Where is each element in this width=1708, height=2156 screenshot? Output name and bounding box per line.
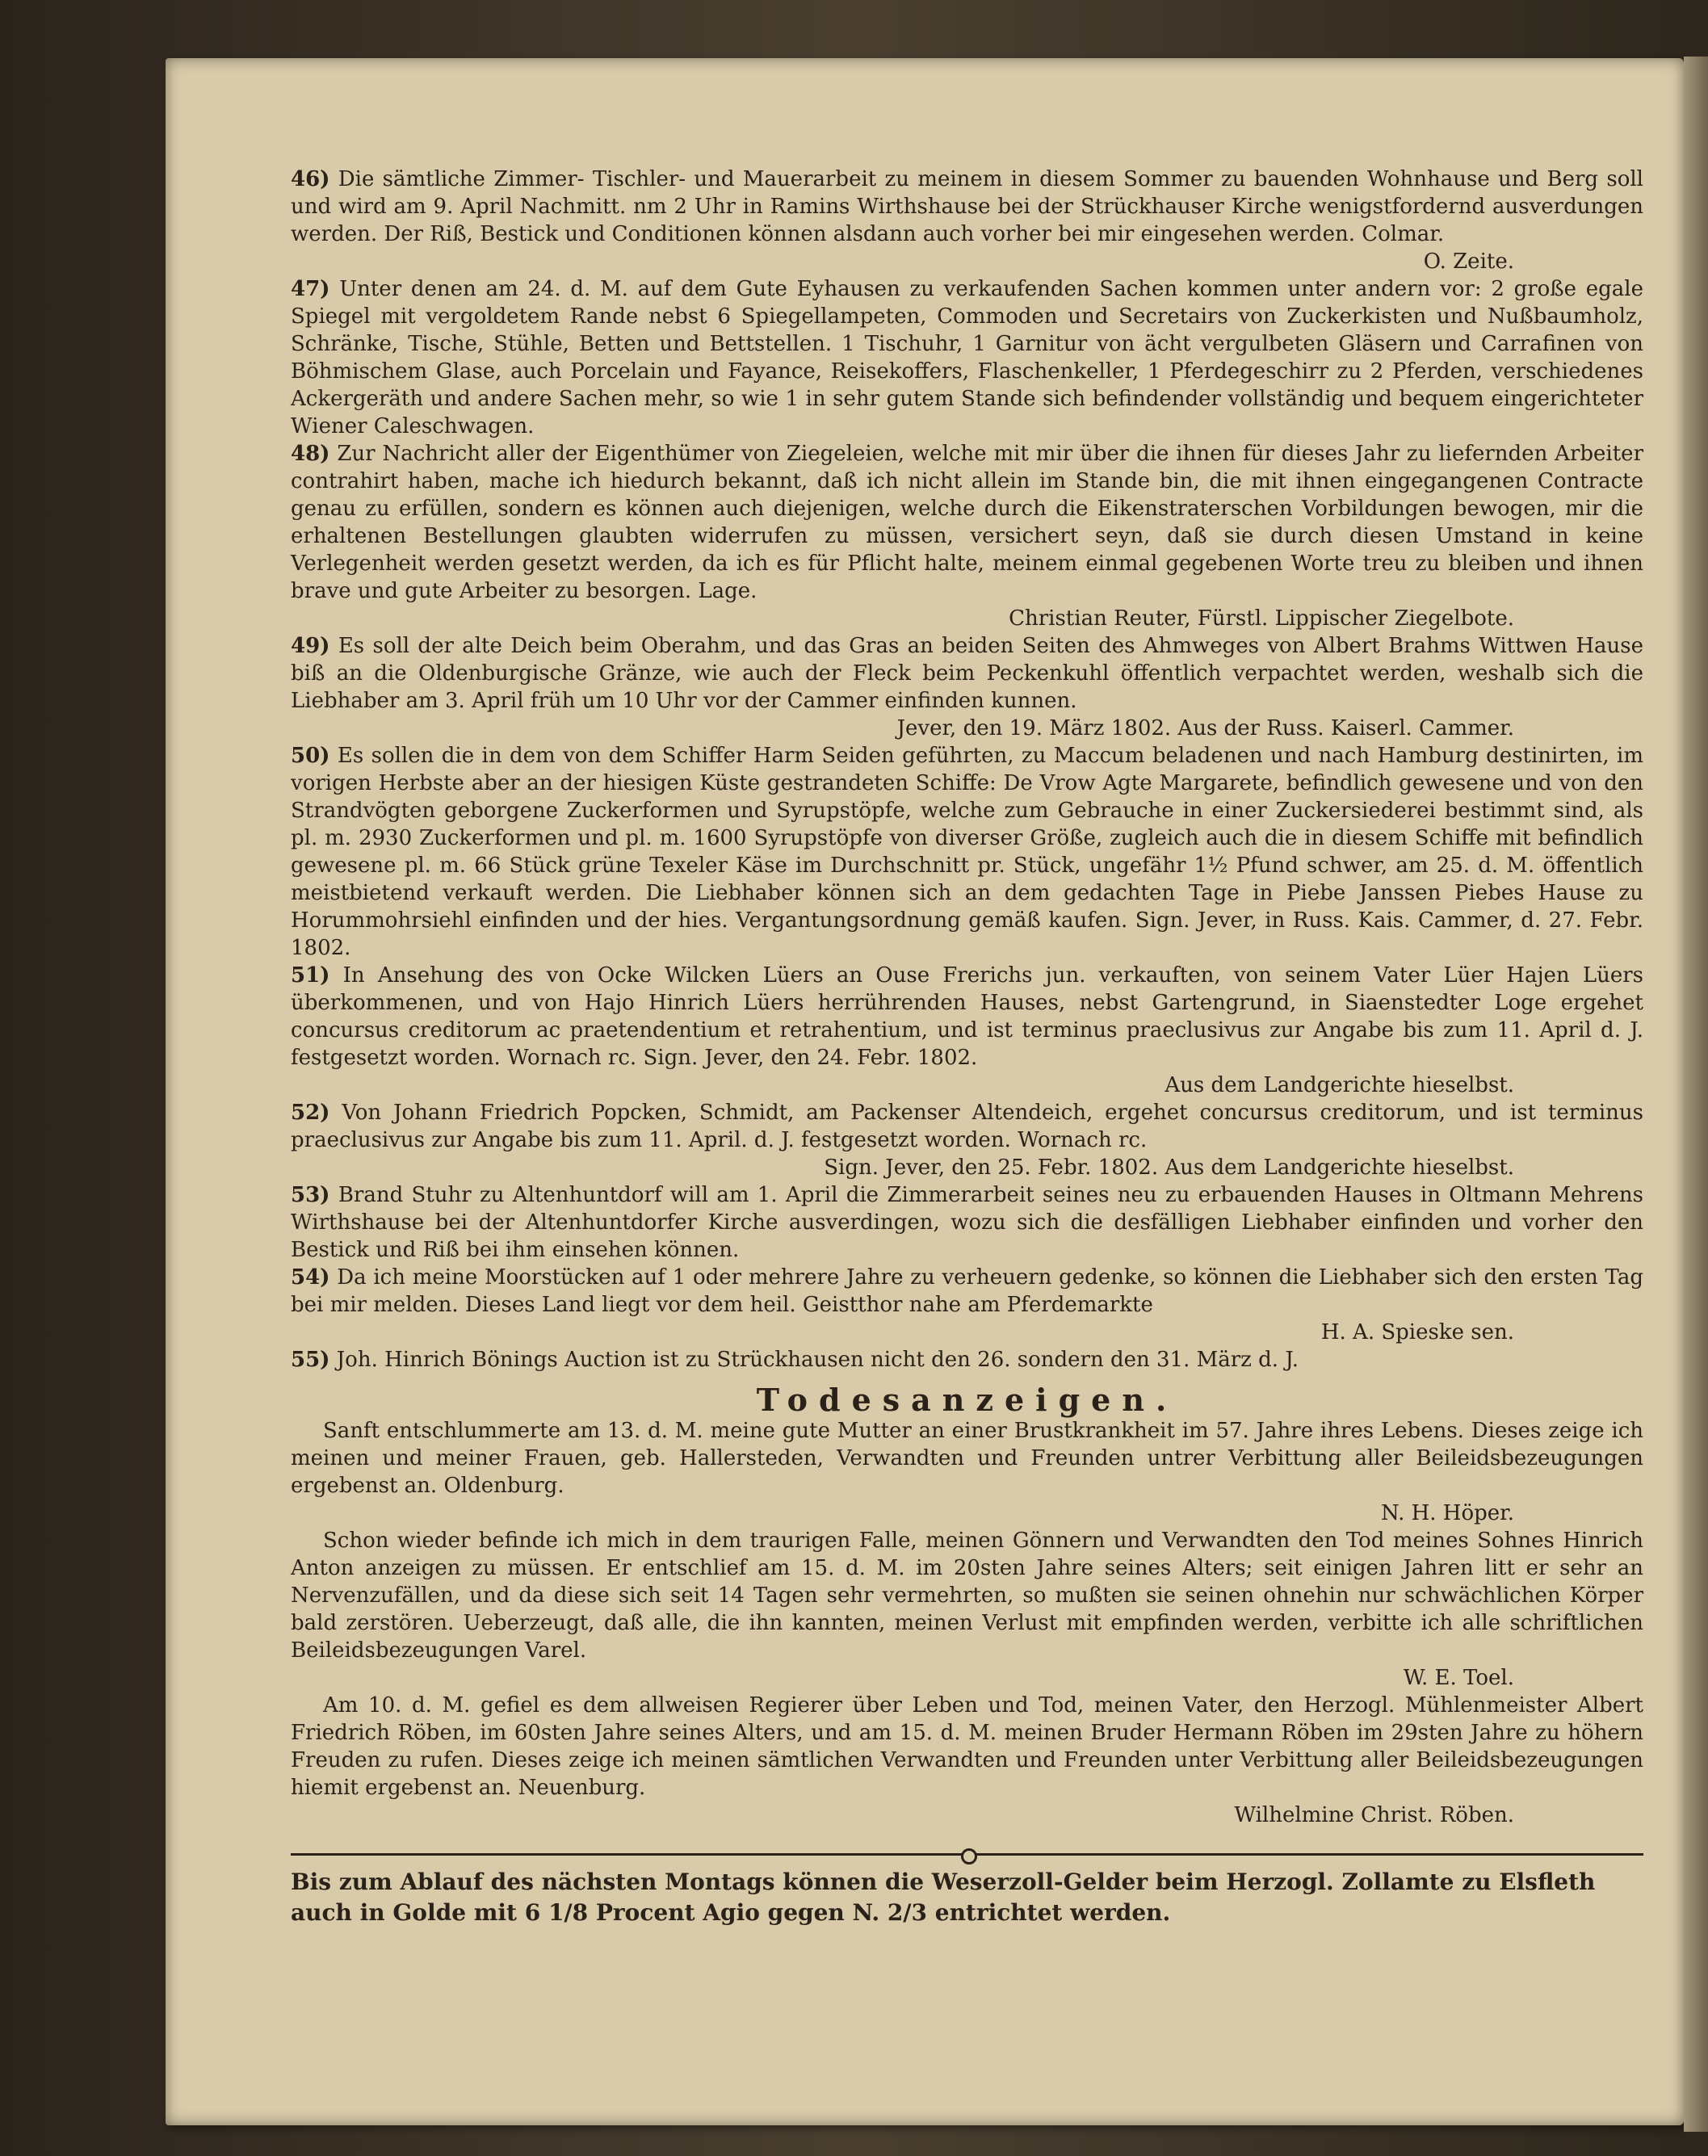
death-notice-text: Am 10. d. M. gefiel es dem allweisen Regierer über Leben und Tod, meinen Vater, den Herzogl. Mühlenmeister Albert Friedrich Röben, im 60sten Jahre seines Alters, und am 15. d. M. meinen Bruder Hermann Röben im 29sten Jahre zu höhern Freuden zu rufen. Dieses zeige ich meinen sämtlichen Verwandten und Freunden unter Verbittung aller Beileidsbezeugungen hiemit ergebenst an. Neuenburg. (291, 1693, 1643, 1800)
death-notice-signature: W. E. Toel. (1403, 1666, 1514, 1690)
page-edge (1684, 57, 1708, 2132)
death-notice-signature: N. H. Höper. (1380, 1501, 1514, 1525)
advertisement-text (291, 1346, 1643, 1374)
advertisement-text (291, 166, 1643, 248)
advertisement-text (291, 1264, 1643, 1319)
page-content (291, 166, 1643, 1928)
death-notice-text: Sanft entschlummerte am 13. d. M. meine gute Mutter an einer Brustkrankheit im 57. Jahre ihres Lebens. Dieses zeige ich meinen und meiner Frauen, geb. Hallersteden, Verwandten und Freunden untrer Verbittung aller Beileidsbezeugungen ergebenst an. Oldenburg. (291, 1419, 1643, 1498)
advertisement-number: 46) (291, 167, 330, 191)
advertisement-number: 55) (291, 1348, 330, 1372)
advertisement-text (291, 440, 1643, 605)
advertisement-item (291, 632, 1643, 742)
advertisement-item (291, 1099, 1643, 1181)
advertisement-text (291, 632, 1643, 715)
advertisement-body: Brand Stuhr zu Altenhuntdorf will am 1. April die Zimmerarbeit seines neu zu erbauenden Hauses in Oltmann Mehrens Wirthshause bei der Altenhuntdorfer Kirche ausverdingen, wozu sich die desfälligen Liebhaber einfinden und vorher den Bestick und Riß bei ihm einsehen können. (291, 1183, 1644, 1262)
advertisement-number: 50) (291, 744, 330, 768)
advertisement-body: Joh. Hinrich Bönings Auction ist zu Strückhausen nicht den 26. sondern den 31. März d. J. (336, 1348, 1299, 1372)
divider-ornament (961, 1848, 977, 1864)
advertisement-body: Von Johann Friedrich Popcken, Schmidt, am Packenser Altendeich, ergehet concursus creditorum, und ist terminus praeclusivus zur Angabe bis zum 11. April. d. J. festgesetzt worden. Wornach rc. (291, 1101, 1643, 1152)
advertisement-list (291, 166, 1643, 1374)
death-notice-list (291, 1417, 1643, 1829)
advertisement-body: Da ich meine Moorstücken auf 1 oder mehrere Jahre zu verheuern gedenke, so können die Liebhaber sich den ersten Tag bei mir melden. Dieses Land liegt vor dem heil. Geistthor nahe am Pferdemarkte (291, 1265, 1644, 1317)
advertisement-signature: Jever, den 19. März 1802. Aus der Russ. Kaiserl. Cammer. (896, 716, 1514, 740)
advertisement-number: 54) (291, 1265, 330, 1290)
advertisement-item (291, 275, 1643, 440)
advertisement-text (291, 742, 1643, 962)
advertisement-text (291, 1181, 1643, 1264)
advertisement-number: 52) (291, 1101, 330, 1125)
advertisement-item (291, 440, 1643, 632)
advertisement-body: Es soll der alte Deich beim Oberahm, und das Gras an beiden Seiten des Ahmweges von Albert Brahms Wittwen Hause biß an die Oldenburgische Gränze, wie auch der Fleck beim Peckenkuhl öffentlich verpachtet werden, weshalb sich die Liebhaber am 3. April früh um 10 Uhr vor der Cammer einfinden kunnen. (291, 634, 1644, 713)
death-notice-text: Schon wieder befinde ich mich in dem traurigen Falle, meinen Gönnern und Verwandten den Tod meines Sohnes Hinrich Anton anzeigen zu müssen. Er entschlief am 15. d. M. im 20sten Jahre seines Alters; seit einigen Jahren litt er sehr an Nervenzufällen, und da diese sich seit 14 Tagen sehr vermehrten, so mußten sie seinen ohnehin nur schwächlichen Körper bald zerstören. Ueberzeugt, daß alle, die ihn kannten, meinen Verlust mit empfinden werden, verbitte ich alle schriftlichen Beileidsbezeugungen Varel. (291, 1529, 1643, 1663)
divider-rule (291, 1853, 1643, 1859)
advertisement-number: 48) (291, 442, 330, 466)
advertisement-text (291, 962, 1643, 1072)
advertisement-number: 51) (291, 963, 330, 988)
advertisement-item (291, 166, 1643, 275)
death-notice (291, 1417, 1643, 1527)
advertisement-body: Es sollen die in dem von dem Schiffer Harm Seiden geführten, zu Maccum beladenen und nach Hamburg destinirten, im vorigen Herbste aber an der hiesigen Küste gestrandeten Schiffe: De Vrow Agte Margarete, befindlich gewesene und von den Strandvögten geborgene Zuckerformen und Syrupstöpfe, welche zum Gebrauche in einer Zuckersiederei bestimmt sind, als pl. m. 2930 Zuckerformen und pl. m. 1600 Syrupstöpfe von diverser Größe, zugleich auch die in diesem Schiffe mit befindlich gewesene pl. m. 66 Stück grüne Texeler Käse im Durchschnitt pr. Stück, ungefähr 1½ Pfund schwer, am 25. d. M. öffentlich meistbietend verkauft werden. Die Liebhaber können sich an dem gedachten Tage in Piebe Janssen Piebes Hause zu Horummohrsiehl einfinden und der hies. Vergantungsordnung gemäß kaufen. Sign. Jever, in Russ. Kais. Cammer, d. 27. Febr. 1802. (291, 744, 1643, 960)
death-notice (291, 1527, 1643, 1692)
death-notices-heading: Todesanzeigen. (756, 1382, 1178, 1418)
advertisement-item (291, 1264, 1643, 1346)
advertisement-signature: Christian Reuter, Fürstl. Lippischer Ziegelbote. (1009, 606, 1514, 631)
advertisement-body: Zur Nachricht aller der Eigenthümer von Ziegeleien, welche mit mir über die ihnen für dieses Jahr zu liefernden Arbeiter contrahirt haben, mache ich hiedurch bekannt, daß ich nicht allein im Stande bin, die mit ihnen eingegangenen Contracte genau zu erfüllen, sondern es können auch diejenigen, welche durch die Eikenstraterschen Vorbildungen bewogen, mir die erhaltenen Bestellungen glaubten widerrufen zu müssen, versichert seyn, daß sie durch diesen Umstand in keine Verlegenheit werden gesetzt werden, da ich es für Pflicht halte, meinem einmal gegebenen Worte treu zu bleiben und ihnen brave und gute Arbeiter zu besorgen. Lage. (291, 442, 1643, 603)
advertisement-body: Unter denen am 24. d. M. auf dem Gute Eyhausen zu verkaufenden Sachen kommen unter andern vor: 2 große egale Spiegel mit vergoldetem Rande nebst 6 Spiegellampeten, Commoden und Secretairs von Zuckerkisten und Nußbaumholz, Schränke, Tische, Stühle, Betten und Bettstellen. 1 Tischuhr, 1 Garnitur von ächt vergulbeten Gläsern und Carrafinen von Böhmischem Glase, auch Porcelain und Fayance, Reisekoffers, Flaschenkeller, 1 Pferdegeschirr zu 2 Pferden, verschiedenes Ackergeräth und andere Sachen mehr, so wie 1 in sehr gutem Stande sich befindender vollständig und bequem eingerichteter Wiener Caleschwagen. (291, 277, 1643, 438)
advertisement-number: 49) (291, 634, 330, 658)
death-notice-signature: Wilhelmine Christ. Röben. (1234, 1803, 1514, 1827)
advertisement-signature: Aus dem Landgerichte hieselbst. (1165, 1073, 1514, 1097)
death-notice (291, 1692, 1643, 1829)
advertisement-item (291, 962, 1643, 1099)
advertisement-text (291, 275, 1643, 440)
advertisement-body: In Ansehung des von Ocke Wilcken Lüers an Ouse Frerichs jun. verkauften, von seinem Vater Lüer Hajen Lüers überkommenen, und von Hajo Hinrich Lüers herrührenden Hauses, nebst Gartengrund, in Siaenstedter Loge ergehet concursus creditorum ac praetendentium et retrahentium, und ist terminus praeclusivus zur Angabe bis zum 11. April d. J. festgesetzt worden. Wornach rc. Sign. Jever, den 24. Febr. 1802. (291, 963, 1644, 1070)
advertisement-number: 47) (291, 277, 330, 301)
advertisement-number: 53) (291, 1183, 330, 1207)
advertisement-text (291, 1099, 1643, 1154)
advertisement-item (291, 1346, 1643, 1374)
advertisement-item (291, 1181, 1643, 1264)
customs-notice: Bis zum Ablauf des nächsten Montags können die Weserzoll-Gelder beim Herzogl. Zollamte zu Elsfleth auch in Golde mit 6 1/8 Procent Agio gegen N. 2/3 entrichtet werden. (291, 1869, 1596, 1926)
advertisement-body: Die sämtliche Zimmer- Tischler- und Mauerarbeit zu meinem in diesem Sommer zu bauenden Wohnhause und Berg soll und wird am 9. April Nachmitt. nm 2 Uhr in Ramins Wirthshause bei der Strückhauser Kirche wenigstfordernd ausverdungen werden. Der Riß, Bestick und Conditionen können alsdann auch vorher bei mir eingesehen werden. Colmar. (291, 167, 1643, 246)
advertisement-signature: Sign. Jever, den 25. Febr. 1802. Aus dem Landgerichte hieselbst. (824, 1156, 1514, 1180)
advertisement-item (291, 742, 1643, 962)
advertisement-signature: H. A. Spieske sen. (1320, 1320, 1514, 1344)
advertisement-signature: O. Zeite. (1423, 250, 1514, 274)
